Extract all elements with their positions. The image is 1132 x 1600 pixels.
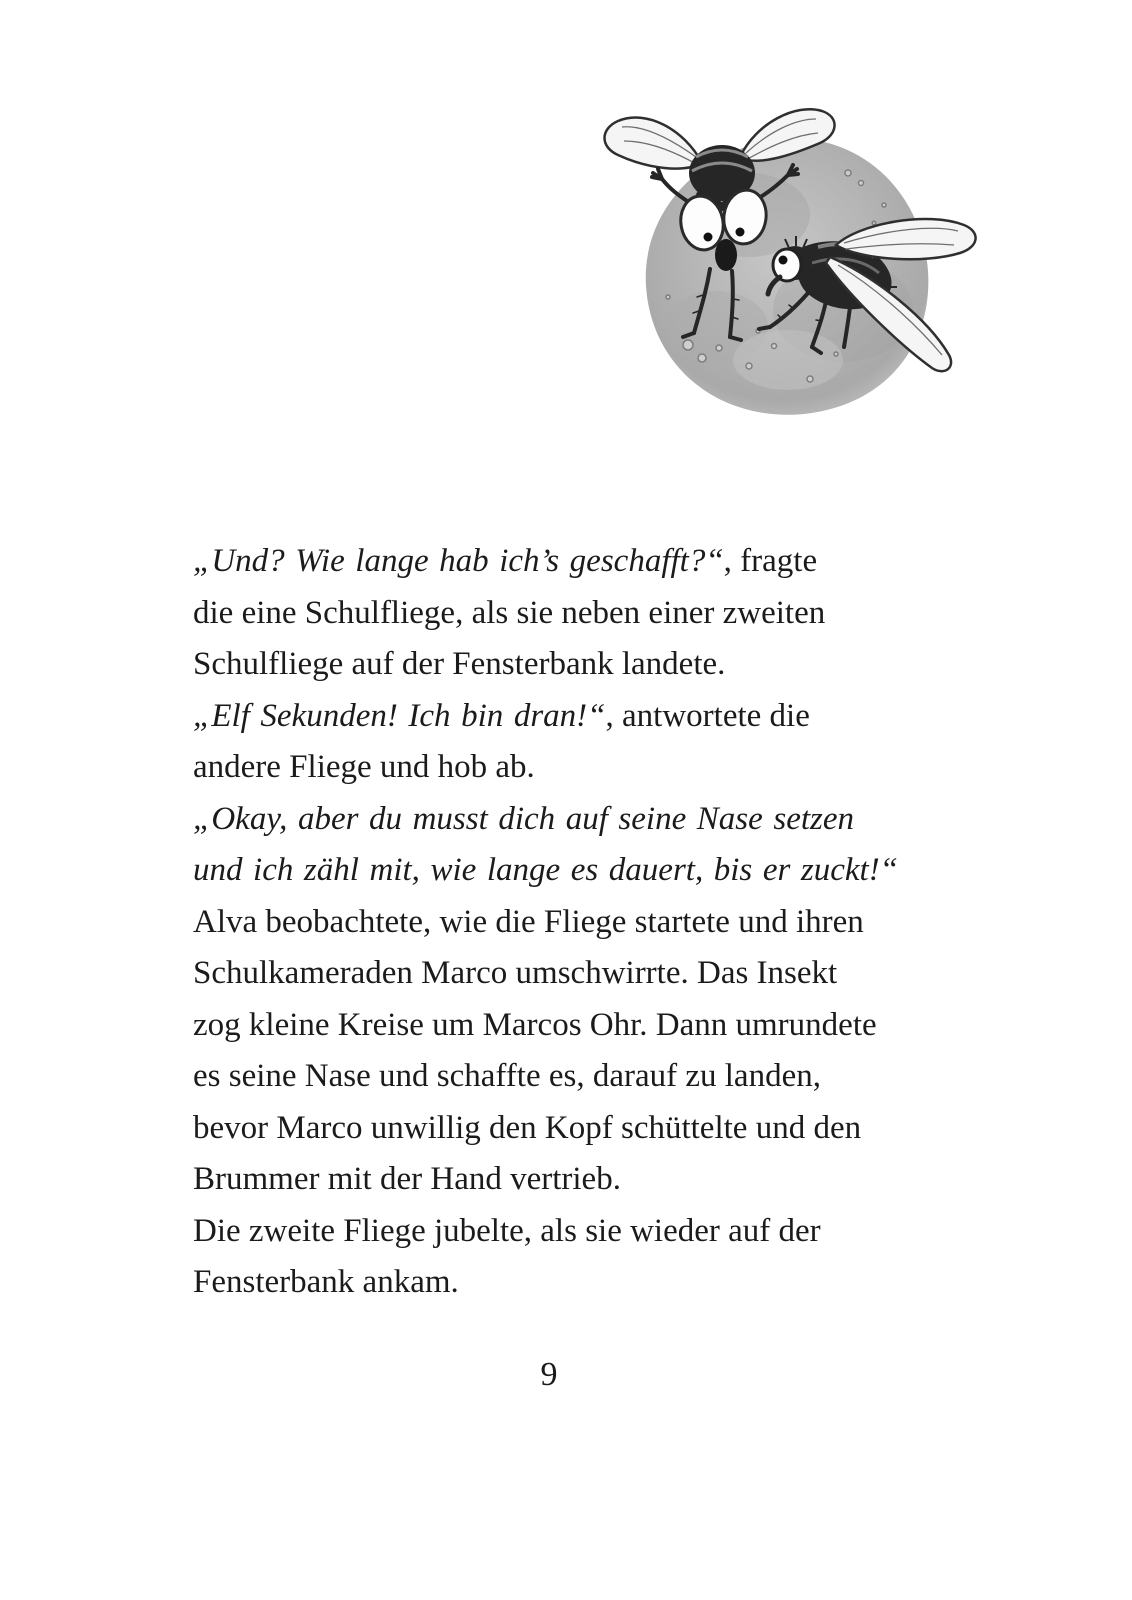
- narration-text: Alva beobachtete, wie die Fliege startete und ihren: [193, 903, 864, 940]
- text-line: [193, 536, 958, 588]
- text-line: [193, 1000, 958, 1052]
- text-line: [193, 1051, 958, 1103]
- fly-left-mouth: [715, 239, 737, 271]
- narration-text: andere Fliege und hob ab.: [193, 749, 535, 785]
- narration-text: die eine Schulfliege, als sie neben einer zweiten: [193, 594, 826, 631]
- dialogue-italic-text: und ich zähl mit, wie lange es dauert, bis er zuckt!“: [193, 852, 899, 888]
- text-line: [193, 691, 958, 743]
- text-line: [193, 948, 958, 1000]
- narration-text: zog kleine Kreise um Marcos Ohr. Dann umrundete: [193, 1006, 877, 1043]
- text-line: [193, 1103, 958, 1155]
- narration-text: es seine Nase und schaffte es, darauf zu landen,: [193, 1058, 821, 1094]
- dialogue-italic-text: „Okay, aber du musst dich auf seine Nase setzen: [193, 800, 854, 837]
- narration-text: bevor Marco unwillig den Kopf schüttelte und den: [193, 1109, 862, 1146]
- text-line: [193, 1154, 958, 1206]
- story-text: [193, 536, 958, 1309]
- text-line: [193, 897, 958, 949]
- text-line: [193, 639, 958, 691]
- narration-text: , antwortete die: [605, 697, 810, 734]
- narration-text: Fensterbank ankam.: [193, 1264, 459, 1300]
- text-line: [193, 588, 958, 640]
- flies-illustration: [598, 95, 998, 430]
- narration-text: Die zweite Fliege jubelte, als sie wieder auf der: [193, 1212, 821, 1249]
- dialogue-italic-text: „Elf Sekunden! Ich bin dran!“: [193, 697, 606, 734]
- text-line: [193, 794, 958, 846]
- text-line: [193, 845, 958, 897]
- dialogue-italic-text: „Und? Wie lange hab ich’s geschafft?“: [193, 543, 724, 579]
- narration-text: Schulkameraden Marco umschwirrte. Das Insekt: [193, 955, 838, 991]
- narration-text: Brummer mit der Hand vertrieb.: [193, 1161, 621, 1197]
- narration-text: , fragte: [723, 543, 818, 579]
- text-line: [193, 1206, 958, 1258]
- narration-text: Schulfliege auf der Fensterbank landete.: [193, 646, 726, 682]
- text-line: [193, 742, 958, 794]
- page-number: 9: [540, 1356, 558, 1393]
- text-line: [193, 1257, 958, 1309]
